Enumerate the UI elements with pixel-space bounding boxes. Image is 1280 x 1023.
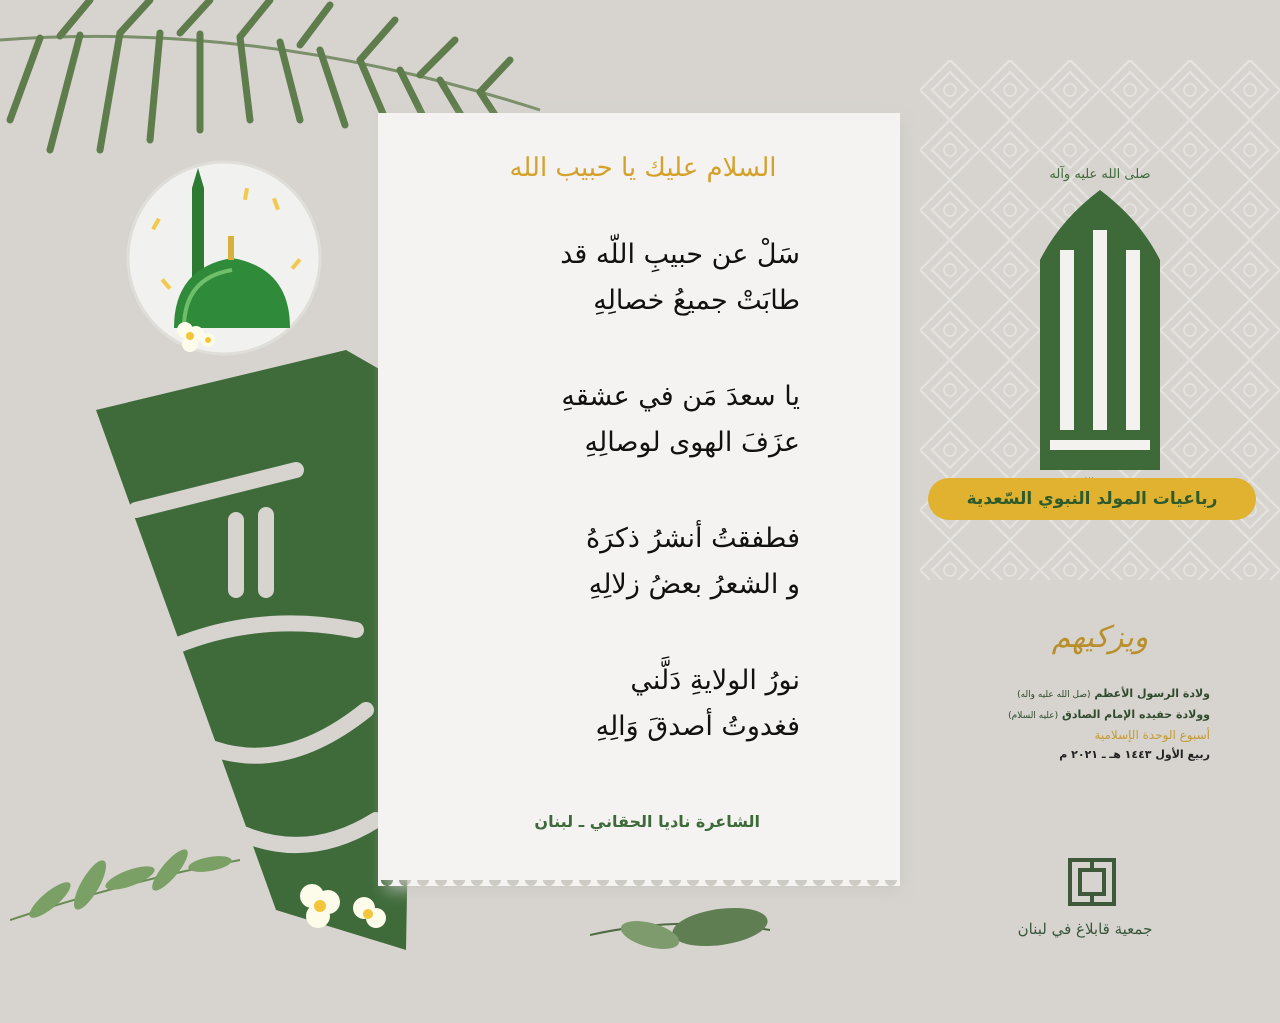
verse-line: و الشعرُ بعضُ زلالِهِ [588, 569, 800, 600]
occasion-line: ولادة الرسول الأعظم (صل الله عليه واله) [1017, 687, 1210, 700]
title-band [928, 478, 1256, 520]
verse-line: يا سعدَ مَن في عشقهِ [561, 381, 800, 412]
logo-salutation: صلى الله عليه وآله [1049, 167, 1151, 182]
title-band-text: رباعيات المولد النبوي السّعدية [966, 489, 1218, 509]
verse-line: فطفقتُ أنشرُ ذكرَهُ [586, 523, 800, 554]
poem-body [430, 232, 800, 800]
association-name: جمعية قابلاغ في لبنان [1017, 920, 1153, 938]
unity-week-line: أسبوع الوحدة الإسلامية [1094, 728, 1210, 742]
verse-line: طابَتْ جميعُ خصالِهِ [593, 285, 800, 316]
leaves-decoration [10, 820, 250, 930]
verse-line: نورُ الولايةِ دَلَّني [630, 665, 800, 696]
green-dome-icon [124, 158, 324, 358]
occasion-info [970, 684, 1210, 764]
stanza [430, 374, 800, 466]
stanza [430, 516, 800, 608]
yuzakkihim-calligraphy: ويزكيهم [1051, 620, 1149, 655]
header-calligraphy: السلام عليك يا حبيب الله [509, 153, 777, 183]
frangipani-flower-icon [292, 878, 392, 938]
verse-line: فغدوتُ أصدقَ وَالِهِ [595, 711, 800, 742]
stanza [430, 232, 800, 324]
verse-line: سَلْ عن حبيبِ اللّه قد [560, 239, 800, 270]
occasion-line: وولادة حفيده الإمام الصادق (عليه السلام) [1008, 708, 1210, 721]
stanza [430, 658, 800, 750]
verse-line: عزَفَ الهوى لوصالِهِ [584, 427, 800, 458]
habib-allah-logo [1020, 150, 1180, 490]
frangipani-flower-icon [170, 318, 220, 358]
poet-credit: الشاعرة ناديا الحقاني ـ لبنان [534, 812, 760, 831]
date-line: ربيع الأول ١٤٤٣ هـ ـ ٢٠٢١ م [1059, 748, 1210, 761]
leaf-decoration [590, 895, 780, 965]
kufic-square-icon [1066, 856, 1118, 908]
